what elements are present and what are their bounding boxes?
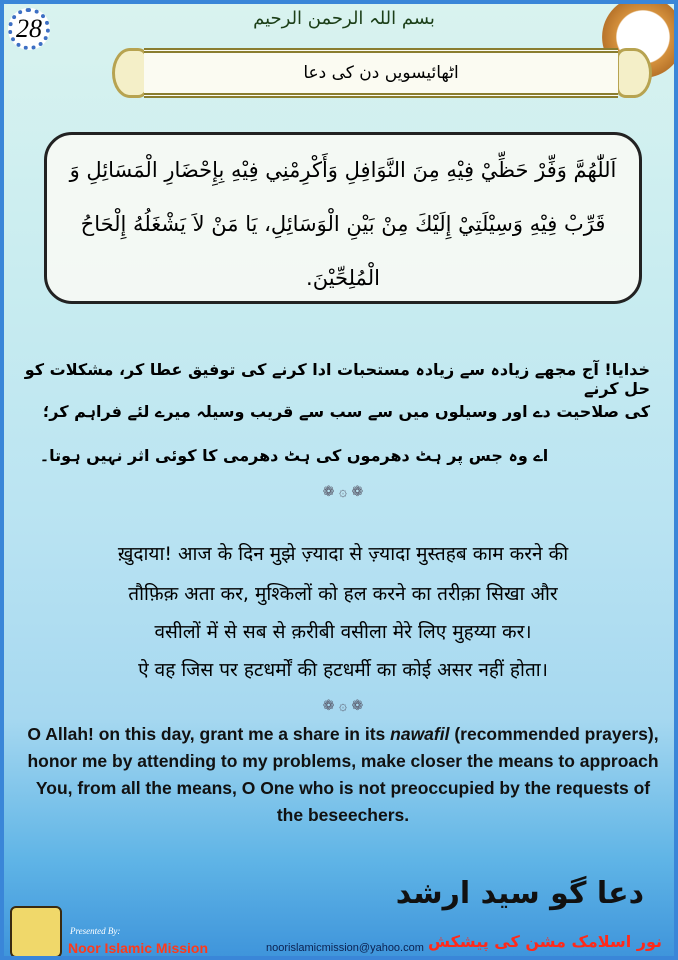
hindi-line: तौफ़िक़ अता कर, मुश्किलों को हल करने का तरीक़ा सिखा और xyxy=(128,583,558,605)
english-translation xyxy=(24,721,662,829)
english-text: (recommended prayers), honor me by attending to my problems, make closer the means to approach You, from all the means, O One who is not preoccupied by the requests of the beseechers. xyxy=(27,724,659,825)
divider-ornament: ❁ ۞ ❁ xyxy=(322,484,364,500)
urdu-presenter: نور اسلامک مشن کی پیشکش xyxy=(427,932,662,951)
english-text: O Allah! on this day, grant me a share in its xyxy=(27,724,391,744)
title-banner xyxy=(144,48,618,98)
contact-email[interactable]: noorislamicmission@yahoo.com xyxy=(266,942,424,954)
english-italic-term: nawafil xyxy=(390,724,450,744)
arabic-dua: اَللّٰهُمَّ وَفِّرْ حَظِّيْ فِيْهِ مِنَ النَّوَافِلِ وَأَكْرِمْنِي فِيْهِ بِإِحْضَارِ الْمَسَائِلِ وَ قَرِّبْ فِيْهِ وَسِيْلَتِيْ إِلَيْكَ مِنْ بَيْنِ الْوَسَائِلِ، يَا مَنْ لاَ يَشْغَلُهُ إِلْحَاحُ الْمُلِحِّيْنَ. xyxy=(44,132,642,304)
page-title: اٹھائیسویں دن کی دعا xyxy=(303,63,459,83)
mission-logo xyxy=(10,906,62,958)
urdu-line: اے وہ جس پر ہٹ دھرموں کی ہٹ دھرمی کا کوئی اثر نہیں ہوتا۔ xyxy=(39,446,549,465)
divider-ornament: ❁ ۞ ❁ xyxy=(322,698,364,714)
hindi-line: ऐ वह जिस पर हटधर्मों की हटधर्मी का कोई असर नहीं होता। xyxy=(138,659,548,681)
banner-ornament-left xyxy=(112,48,148,98)
urdu-line: کی صلاحیت دے اور وسیلوں میں سے سب سے قریب وسیلہ میرے لئے فراہم کر؛ xyxy=(42,402,650,421)
hindi-line: ख़ुदाया! आज के दिन मुझे ज़्यादा से ज़्यादा मुस्तहब काम करने की xyxy=(117,543,569,565)
bismillah-calligraphy: بسم اللہ الرحمن الرحیم xyxy=(253,8,435,29)
banner-ornament-right xyxy=(616,48,652,98)
organization-name: Noor Islamic Mission xyxy=(68,940,209,956)
presented-by-label: Presented By: xyxy=(70,926,121,936)
day-number-badge: 28 xyxy=(8,8,50,50)
urdu-line: خدایا! آج مجھے زیادہ سے زیادہ مستحبات ادا کرنے کی توفیق عطا کر، مشکلات کو حل کرنے xyxy=(24,360,650,398)
hindi-line: वसीलों में से सब से क़रीबी वसीला मेरे लिए मुहय्या कर। xyxy=(154,621,532,643)
signature: دعا گو سید ارشد xyxy=(395,876,644,911)
